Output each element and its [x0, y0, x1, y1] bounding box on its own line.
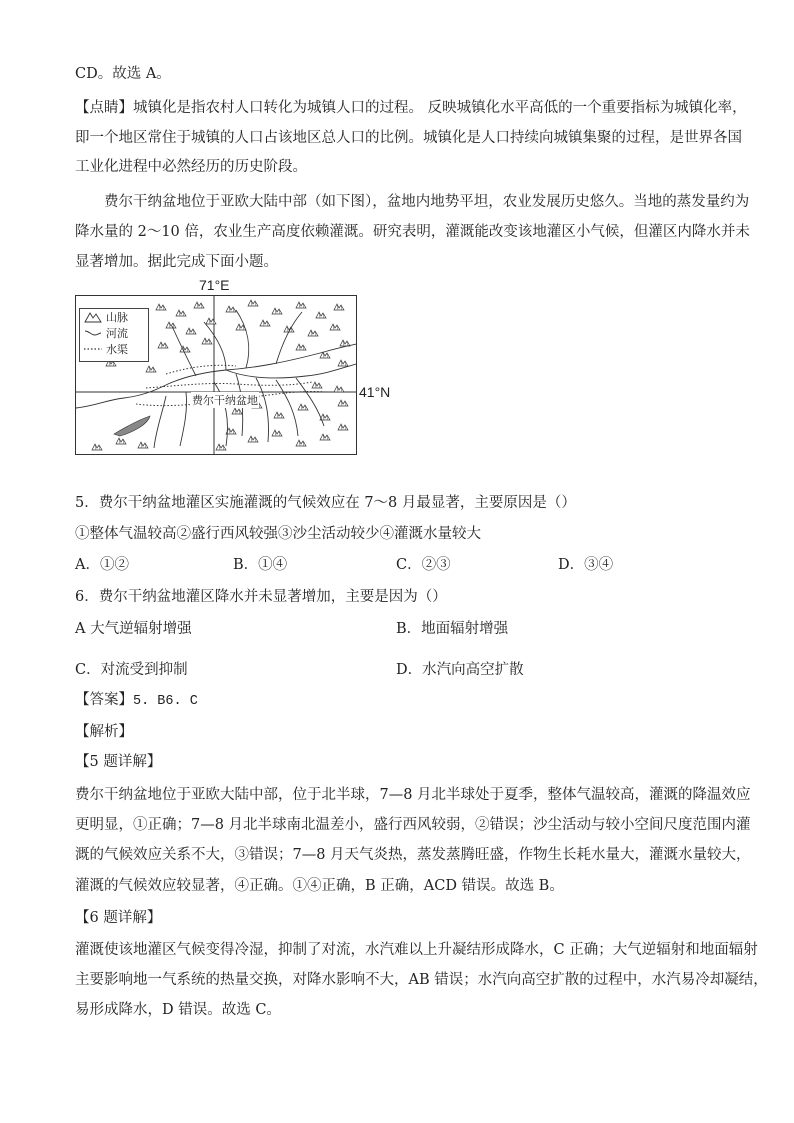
detail6-line-1: 灌溉使该地灌区气候变得冷湿，抑制了对流，水汽难以上升凝结形成降水，C 正确；大气逆辐射和地面辐射: [75, 942, 758, 958]
detail5-label: 【5 题详解】: [75, 754, 162, 770]
q5-option-b: B．①④: [233, 557, 288, 573]
answer-label: 【答案】: [75, 692, 133, 708]
q6-option-b: B．地面辐射增强: [396, 621, 509, 637]
legend-item-canal: [80, 341, 148, 357]
map-legend: [79, 308, 149, 362]
answer-line: [75, 690, 198, 712]
canal-icon: [83, 343, 103, 355]
prev-answer-tail: CD。故选 A。: [75, 66, 171, 82]
basin-label: 费尔干纳盆地: [192, 394, 258, 407]
stem-line-3: 显著增加。据此完成下面小题。: [75, 254, 278, 270]
stem-line-1: 费尔干纳盆地位于亚欧大陆中部（如下图），盆地内地势平坦，农业发展历史悠久。当地的蒸发量约为: [104, 194, 750, 210]
q6-option-d: D．水汽向高空扩散: [396, 662, 524, 678]
detail5-line-2: 更明显，①正确；7—8 月北半球南北温差小，盛行西风较弱，②错误；沙尘活动与较小空间尺度范围内灌: [75, 817, 751, 833]
comment-line-1: [75, 98, 747, 118]
q5-option-d: D．③④: [558, 557, 614, 573]
detail5-line-4: 灌溉的气候效应较显著，④正确。①④正确，B 正确，ACD 错误。故选 B。: [75, 878, 564, 894]
q5-option-c: C．②③: [396, 557, 451, 573]
detail6-line-2: 主要影响地一气系统的热量交换，对降水影响不大，AB 错误；水汽向高空扩散的过程中，水汽易冷却凝结，: [75, 972, 768, 988]
q6-option-a: A 大气逆辐射增强: [75, 621, 192, 637]
comment-line-3: 工业化进程中必然经历的历史阶段。: [75, 159, 307, 175]
detail6-line-3: 易形成降水，D 错误。故选 C。: [75, 1002, 281, 1018]
answer-text: 5. B6. C: [133, 694, 198, 709]
fergana-basin-map: [75, 277, 405, 459]
q6-stem: 6．费尔干纳盆地灌区降水并未显著增加，主要是因为（）: [75, 589, 447, 605]
legend-item-mountain: [80, 309, 148, 325]
q5-statements: ①整体气温较高②盛行西风较强③沙尘活动较少④灌溉水量较大: [75, 526, 481, 542]
latitude-label: 41°N: [359, 384, 391, 400]
detail5-line-1: 费尔干纳盆地位于亚欧大陆中部，位于北半球，7—8 月北半球处于夏季，整体气温较高，灌溉的降温效应: [75, 787, 751, 803]
legend-label-mountain: 山脉: [106, 310, 128, 324]
reservoir: [114, 416, 150, 436]
mountain-icon: [83, 311, 103, 323]
legend-label-river: 河流: [106, 326, 128, 340]
q5-option-a: A．①②: [75, 557, 129, 573]
map-frame: [75, 295, 357, 455]
legend-item-river: [80, 325, 148, 341]
comment-line-2: 即一个地区常住于城镇的人口占该地区总人口的比例。城镇化是人口持续向城镇集聚的过程，是世界各国: [75, 130, 742, 146]
analysis-label: 【解析】: [75, 724, 133, 740]
comment-text-1: 城镇化是指农村人口转化为城镇人口的过程。 反映城镇化水平高低的一个重要指标为城镇化率，: [133, 100, 747, 116]
detail5-line-3: 溉的气候效应关系不大，③错误；7—8 月天气炎热，蒸发蒸腾旺盛，作物生长耗水量大，灌溉水量较大，: [75, 847, 751, 863]
comment-label: 【点睛】: [75, 100, 133, 116]
river-icon: [83, 327, 103, 339]
detail6-label: 【6 题详解】: [75, 910, 162, 926]
stem-line-2: 降水量的 2～10 倍，农业生产高度依赖灌溉。研究表明，灌溉能改变该地灌区小气候，但灌区内降水并未: [75, 224, 750, 240]
longitude-label: 71°E: [199, 277, 230, 293]
legend-label-canal: 水渠: [106, 342, 128, 356]
q5-stem: 5．费尔干纳盆地灌区实施灌溉的气候效应在 7～8 月最显著，主要原因是（）: [75, 495, 576, 511]
q6-option-c: C．对流受到抑制: [75, 662, 188, 678]
